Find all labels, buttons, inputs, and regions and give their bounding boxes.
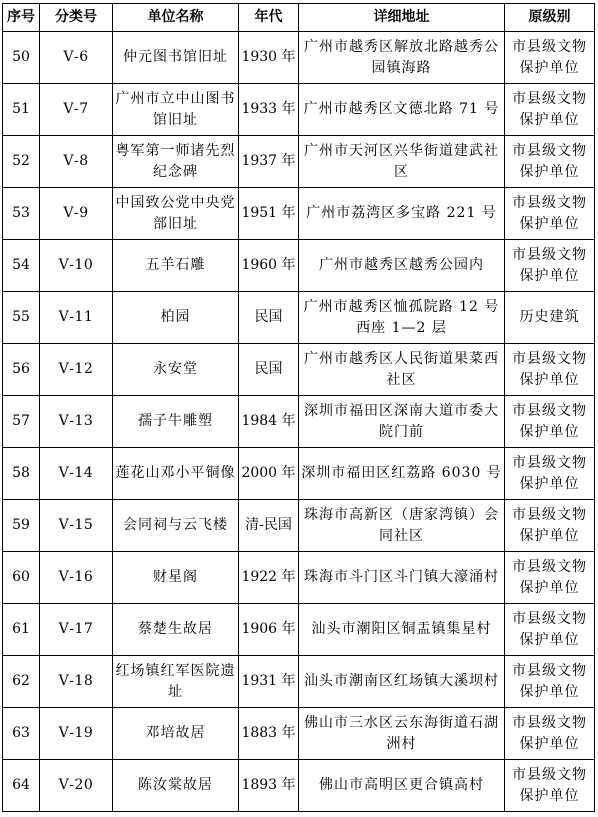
cell-name: 永安堂 [113, 344, 239, 396]
cell-code: Ⅴ-7 [40, 84, 113, 136]
cell-no: 51 [3, 84, 40, 136]
cell-era: 1937 年 [239, 136, 299, 188]
table-row [3, 240, 595, 292]
cell-code: Ⅴ-20 [40, 760, 113, 812]
table-row [3, 344, 595, 396]
cell-address: 珠海市斗门区斗门镇大濠涌村 [299, 552, 505, 604]
cell-level: 历史建筑 [505, 292, 595, 344]
cell-era: 1933 年 [239, 84, 299, 136]
cell-address: 深圳市福田区深南大道市委大院门前 [299, 396, 505, 448]
header-no: 序号 [3, 4, 40, 32]
table-row [3, 500, 595, 552]
cell-level: 市县级文物保护单位 [505, 708, 595, 760]
cell-name: 邓培故居 [113, 708, 239, 760]
cell-no: 62 [3, 656, 40, 708]
cell-era: 1922 年 [239, 552, 299, 604]
cell-code: Ⅴ-16 [40, 552, 113, 604]
cell-address: 广州市越秀区越秀公园内 [299, 240, 505, 292]
header-name: 单位名称 [113, 4, 239, 32]
cell-no: 61 [3, 604, 40, 656]
table-row [3, 188, 595, 240]
cell-address: 广州市天河区兴华街道建武社区 [299, 136, 505, 188]
cell-code: Ⅴ-15 [40, 500, 113, 552]
cell-name: 会同祠与云飞楼 [113, 500, 239, 552]
cell-level: 市县级文物保护单位 [505, 344, 595, 396]
cell-era: 1883 年 [239, 708, 299, 760]
cell-era: 民国 [239, 292, 299, 344]
cell-name: 红场镇红军医院遗址 [113, 656, 239, 708]
cell-level: 市县级文物保护单位 [505, 188, 595, 240]
cell-name: 财星阁 [113, 552, 239, 604]
cell-code: Ⅴ-14 [40, 448, 113, 500]
cell-name: 柏园 [113, 292, 239, 344]
cell-name: 广州市立中山图书馆旧址 [113, 84, 239, 136]
cell-era: 清-民国 [239, 500, 299, 552]
cell-level: 市县级文物保护单位 [505, 448, 595, 500]
table-row [3, 552, 595, 604]
cell-era: 2000 年 [239, 448, 299, 500]
cell-code: Ⅴ-9 [40, 188, 113, 240]
header-era: 年代 [239, 4, 299, 32]
table-header [3, 4, 595, 32]
cell-name: 粤军第一师诸先烈纪念碑 [113, 136, 239, 188]
cell-level: 市县级文物保护单位 [505, 396, 595, 448]
table-row [3, 604, 595, 656]
cell-code: Ⅴ-11 [40, 292, 113, 344]
table-row [3, 656, 595, 708]
cell-era: 1906 年 [239, 604, 299, 656]
cell-address: 广州市荔湾区多宝路 221 号 [299, 188, 505, 240]
cell-name: 五羊石雕 [113, 240, 239, 292]
cell-code: Ⅴ-18 [40, 656, 113, 708]
cell-level: 市县级文物保护单位 [505, 240, 595, 292]
header-row [3, 4, 595, 32]
header-code: 分类号 [40, 4, 113, 32]
table-row [3, 84, 595, 136]
cell-level: 市县级文物保护单位 [505, 552, 595, 604]
cell-name: 蔡楚生故居 [113, 604, 239, 656]
table-row [3, 396, 595, 448]
cell-no: 57 [3, 396, 40, 448]
cell-no: 59 [3, 500, 40, 552]
cell-name: 莲花山邓小平铜像 [113, 448, 239, 500]
table-body [3, 32, 595, 812]
cell-code: Ⅴ-19 [40, 708, 113, 760]
cell-no: 55 [3, 292, 40, 344]
cell-address: 汕头市潮南区红场镇大溪坝村 [299, 656, 505, 708]
header-address: 详细地址 [299, 4, 505, 32]
table-row [3, 136, 595, 188]
cell-no: 53 [3, 188, 40, 240]
cell-era: 1930 年 [239, 32, 299, 84]
cell-era: 1984 年 [239, 396, 299, 448]
table-row [3, 448, 595, 500]
header-level: 原级别 [505, 4, 595, 32]
cell-era: 1960 年 [239, 240, 299, 292]
cell-no: 52 [3, 136, 40, 188]
cell-code: Ⅴ-13 [40, 396, 113, 448]
cell-era: 民国 [239, 344, 299, 396]
cell-code: Ⅴ-17 [40, 604, 113, 656]
cell-era: 1931 年 [239, 656, 299, 708]
table-row [3, 292, 595, 344]
cell-address: 广州市越秀区解放北路越秀公园镇海路 [299, 32, 505, 84]
table-row [3, 760, 595, 812]
cell-level: 市县级文物保护单位 [505, 760, 595, 812]
cell-address: 广州市越秀区文德北路 71 号 [299, 84, 505, 136]
cell-name: 中国致公党中央党部旧址 [113, 188, 239, 240]
cell-name: 仲元图书馆旧址 [113, 32, 239, 84]
cell-no: 63 [3, 708, 40, 760]
cell-name: 孺子牛雕塑 [113, 396, 239, 448]
cell-address: 深圳市福田区红荔路 6030 号 [299, 448, 505, 500]
cell-level: 市县级文物保护单位 [505, 32, 595, 84]
cell-address: 佛山市高明区更合镇高村 [299, 760, 505, 812]
cell-no: 54 [3, 240, 40, 292]
cell-address: 广州市越秀区恤孤院路 12 号西座 1—2 层 [299, 292, 505, 344]
cell-era: 1893 年 [239, 760, 299, 812]
cell-no: 50 [3, 32, 40, 84]
table-row [3, 708, 595, 760]
cell-address: 珠海市高新区（唐家湾镇）会同社区 [299, 500, 505, 552]
heritage-table [2, 3, 595, 812]
cell-code: Ⅴ-10 [40, 240, 113, 292]
cell-no: 60 [3, 552, 40, 604]
cell-level: 市县级文物保护单位 [505, 136, 595, 188]
cell-address: 广州市越秀区人民街道果菜西社区 [299, 344, 505, 396]
cell-level: 市县级文物保护单位 [505, 656, 595, 708]
cell-level: 市县级文物保护单位 [505, 604, 595, 656]
cell-no: 58 [3, 448, 40, 500]
cell-no: 64 [3, 760, 40, 812]
cell-no: 56 [3, 344, 40, 396]
cell-code: Ⅴ-8 [40, 136, 113, 188]
cell-name: 陈汝棠故居 [113, 760, 239, 812]
cell-code: Ⅴ-6 [40, 32, 113, 84]
cell-level: 市县级文物保护单位 [505, 84, 595, 136]
cell-address: 汕头市潮阳区铜盂镇集星村 [299, 604, 505, 656]
table-row [3, 32, 595, 84]
cell-era: 1951 年 [239, 188, 299, 240]
cell-code: Ⅴ-12 [40, 344, 113, 396]
cell-address: 佛山市三水区云东海街道石湖洲村 [299, 708, 505, 760]
cell-level: 市县级文物保护单位 [505, 500, 595, 552]
